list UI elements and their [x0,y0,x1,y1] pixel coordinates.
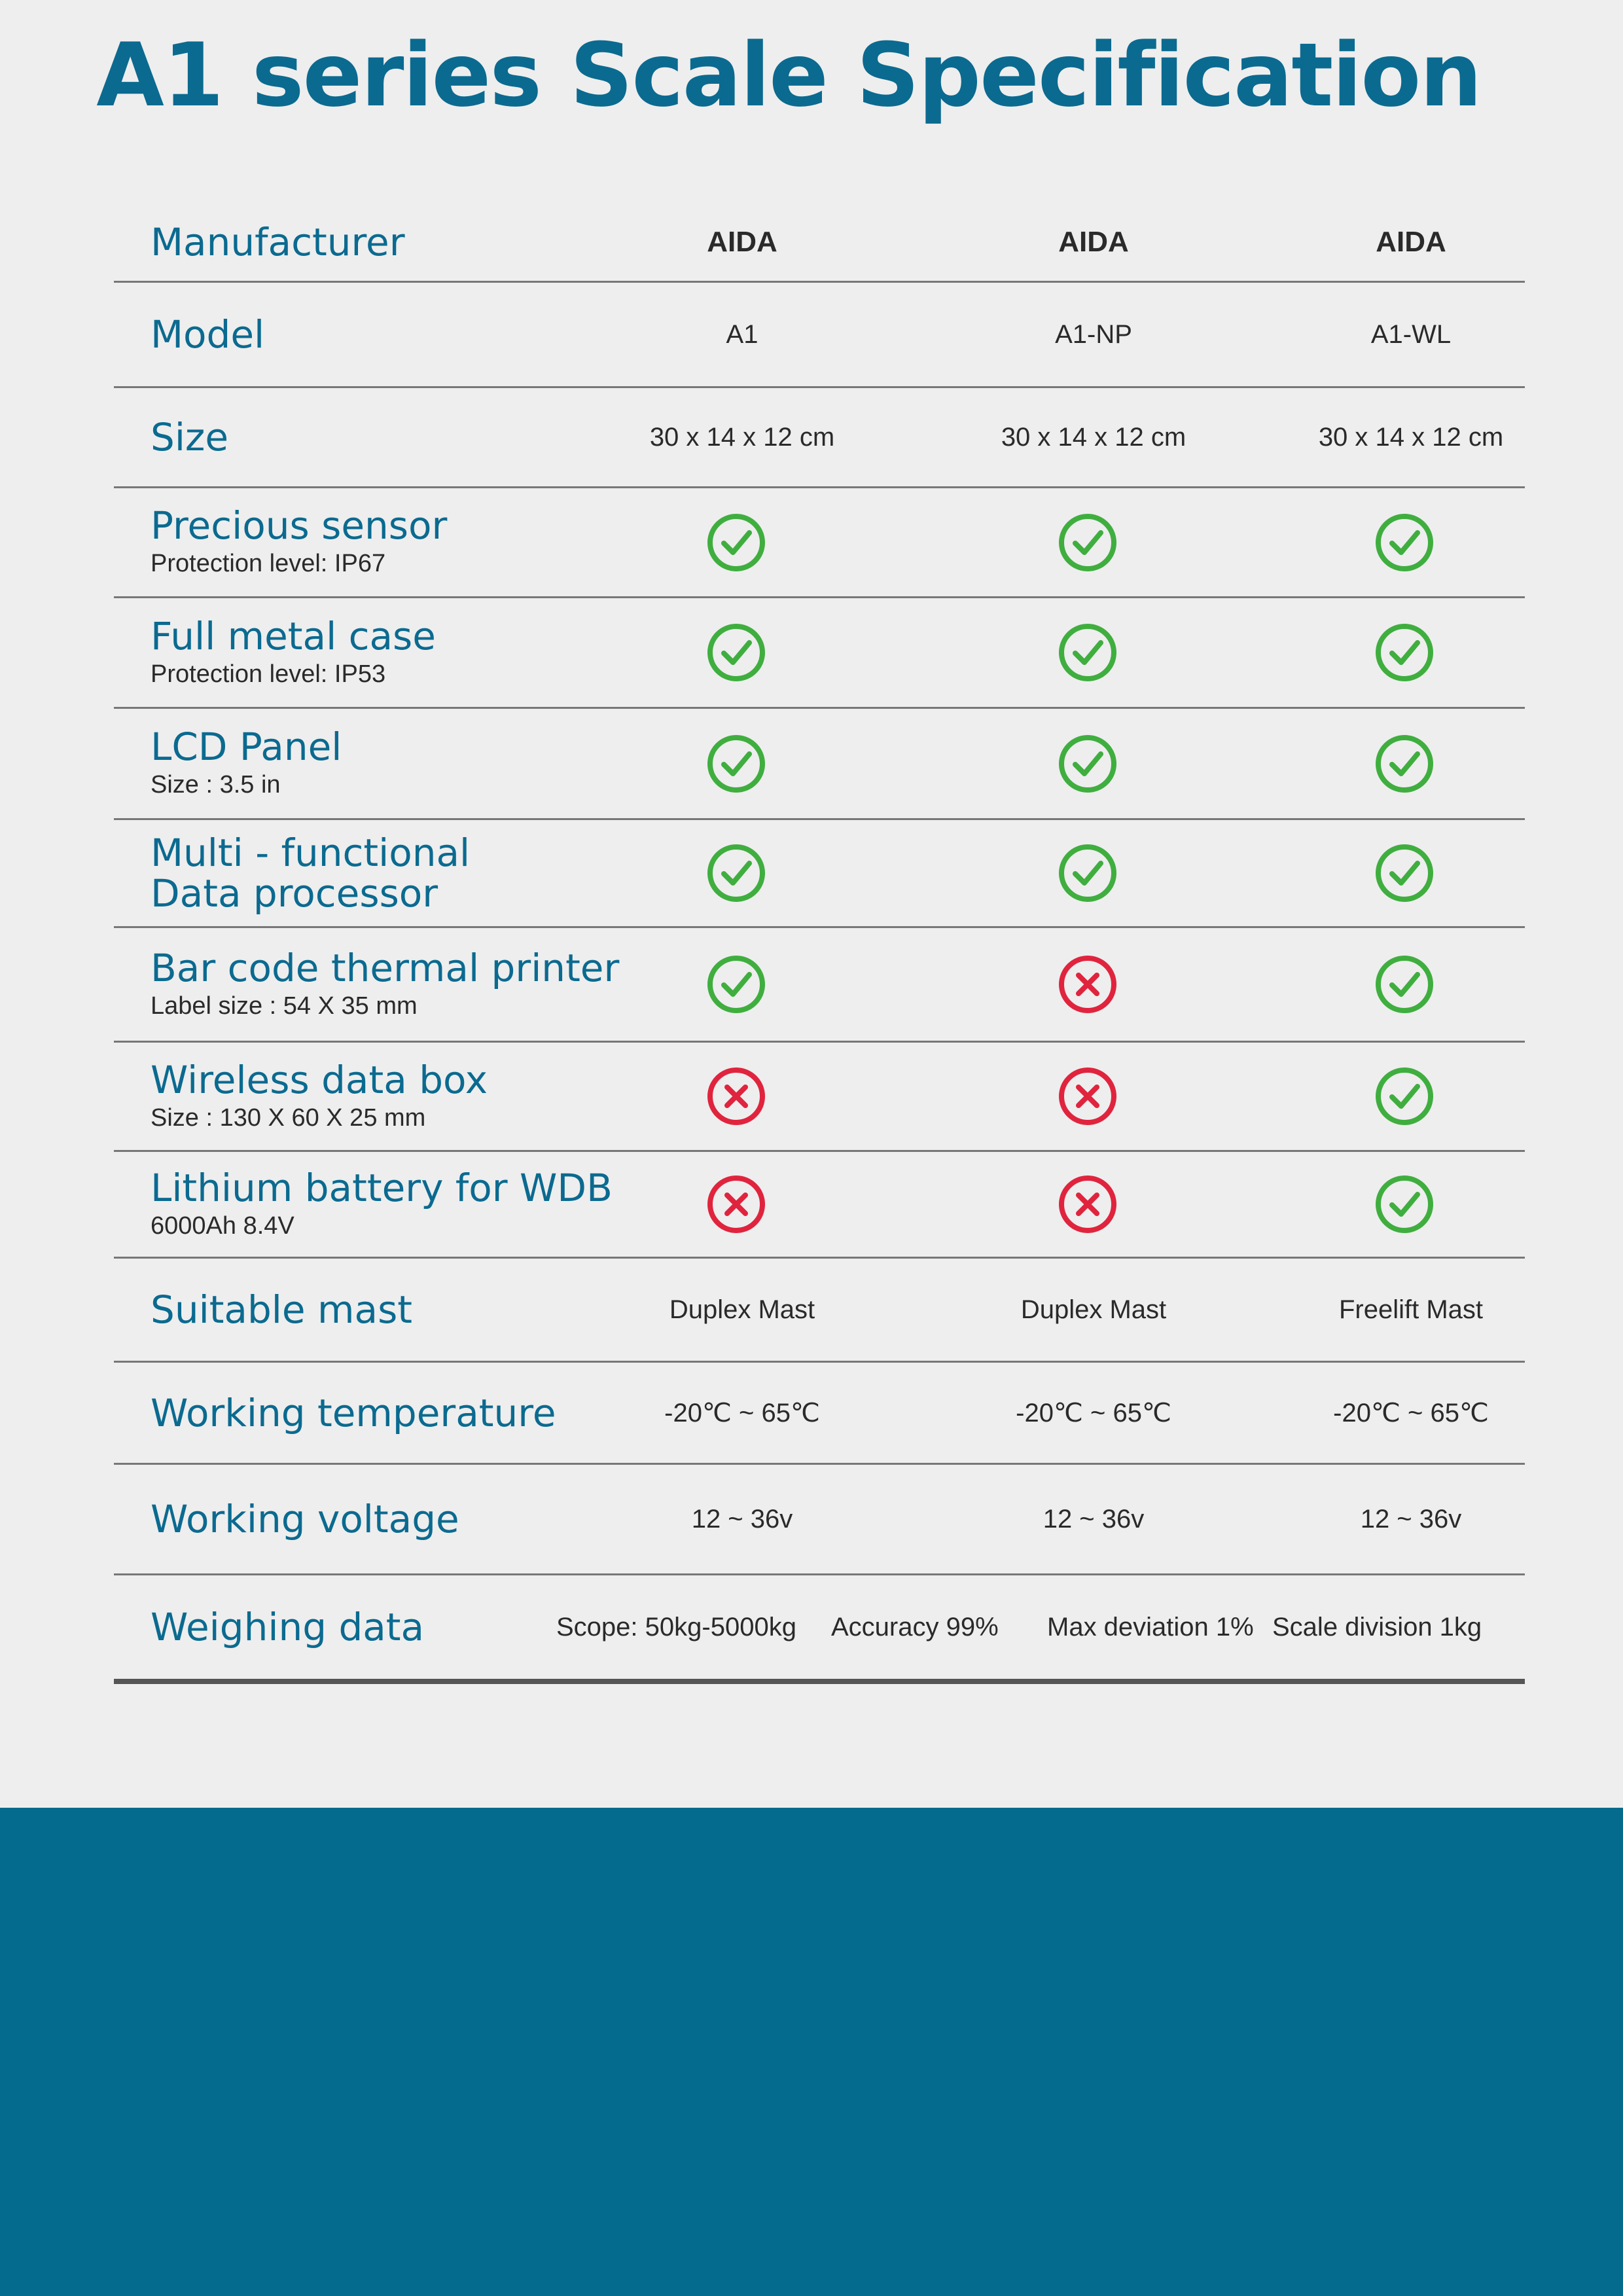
table-row-size [114,388,1525,488]
table-row-metal-case [114,598,1525,709]
temperature-value: -20℃ ~ 65℃ [1016,1398,1171,1427]
model-value: A1 [726,319,758,349]
row-sublabel: Label size : 54 X 35 mm [151,992,418,1020]
mast-value: Freelift Mast [1338,1295,1484,1324]
table-row-model [114,283,1525,388]
table-row-temperature [114,1363,1525,1465]
row-sublabel: 6000Ah 8.4V [151,1211,294,1240]
voltage-value: 12 ~ 36v [691,1504,793,1534]
size-value: 30 x 14 x 12 cm [649,422,835,452]
check-icon [1058,734,1118,794]
row-label: Lithium battery for WDB [151,1165,613,1210]
weighing-deviation: Max deviation 1% [1047,1612,1254,1641]
table-row-wireless [114,1043,1525,1152]
table-row-processor [114,820,1525,928]
table-row-sensor [114,488,1525,598]
check-icon [706,954,766,1014]
voltage-value: 12 ~ 36v [1043,1504,1145,1534]
row-label: Working temperature [151,1390,556,1435]
row-sublabel: Protection level: IP67 [151,550,386,577]
row-label: Precious sensor [151,503,448,548]
row-label: LCD Panel [151,725,342,769]
manufacturer-value: AIDA [1376,225,1446,258]
model-value: A1-NP [1055,319,1132,349]
check-icon [1058,843,1118,903]
row-label: Weighing data [151,1605,425,1649]
row-label: Manufacturer [151,219,405,264]
cross-icon [1058,954,1118,1014]
weighing-division: Scale division 1kg [1272,1612,1482,1641]
cross-icon [1058,1066,1118,1126]
temperature-value: -20℃ ~ 65℃ [664,1398,820,1427]
cross-icon [706,1174,766,1234]
temperature-value: -20℃ ~ 65℃ [1333,1398,1489,1427]
check-icon [1374,734,1435,794]
mast-value: Duplex Mast [1020,1295,1167,1324]
size-value: 30 x 14 x 12 cm [1001,422,1186,452]
table-row-voltage [114,1465,1525,1575]
manufacturer-value: AIDA [707,225,777,258]
row-sublabel: Protection level: IP53 [151,660,386,688]
table-row-weighing [114,1575,1525,1684]
check-icon [1374,1174,1435,1234]
check-icon [706,622,766,683]
spec-table [114,203,1525,1684]
weighing-scope: Scope: 50kg-5000kg [556,1612,796,1641]
table-row-printer [114,928,1525,1043]
row-label: Size [151,415,229,459]
check-icon [1374,843,1435,903]
model-value: A1-WL [1370,319,1452,349]
check-icon [1374,622,1435,683]
check-icon [1374,512,1435,573]
row-label: Full metal case [151,613,436,658]
manufacturer-value: AIDA [1058,225,1129,258]
footer-band [0,1808,1623,2296]
row-label: Working voltage [151,1497,459,1541]
check-icon [706,843,766,903]
table-row-lcd [114,709,1525,820]
row-sublabel: Size : 3.5 in [151,771,281,798]
row-label: Wireless data box [151,1057,488,1102]
cross-icon [1058,1174,1118,1234]
row-label: Suitable mast [151,1287,413,1332]
check-icon [706,512,766,573]
page-title: A1 series Scale Specification [96,24,1481,126]
table-row-battery [114,1152,1525,1259]
row-label-line2: Data processor [151,871,438,916]
check-icon [1058,622,1118,683]
check-icon [1058,512,1118,573]
check-icon [706,734,766,794]
row-label: Bar code thermal printer [151,945,620,990]
row-sublabel: Size : 130 X 60 X 25 mm [151,1103,426,1132]
check-icon [1374,954,1435,1014]
mast-value: Duplex Mast [669,1295,815,1324]
row-label: Model [151,312,265,357]
cross-icon [706,1066,766,1126]
table-row-manufacturer [114,203,1525,283]
size-value: 30 x 14 x 12 cm [1318,422,1504,452]
voltage-value: 12 ~ 36v [1360,1504,1462,1534]
weighing-accuracy: Accuracy 99% [831,1612,999,1641]
check-icon [1374,1066,1435,1126]
row-label: Multi - functional [151,831,471,875]
table-row-mast [114,1259,1525,1363]
